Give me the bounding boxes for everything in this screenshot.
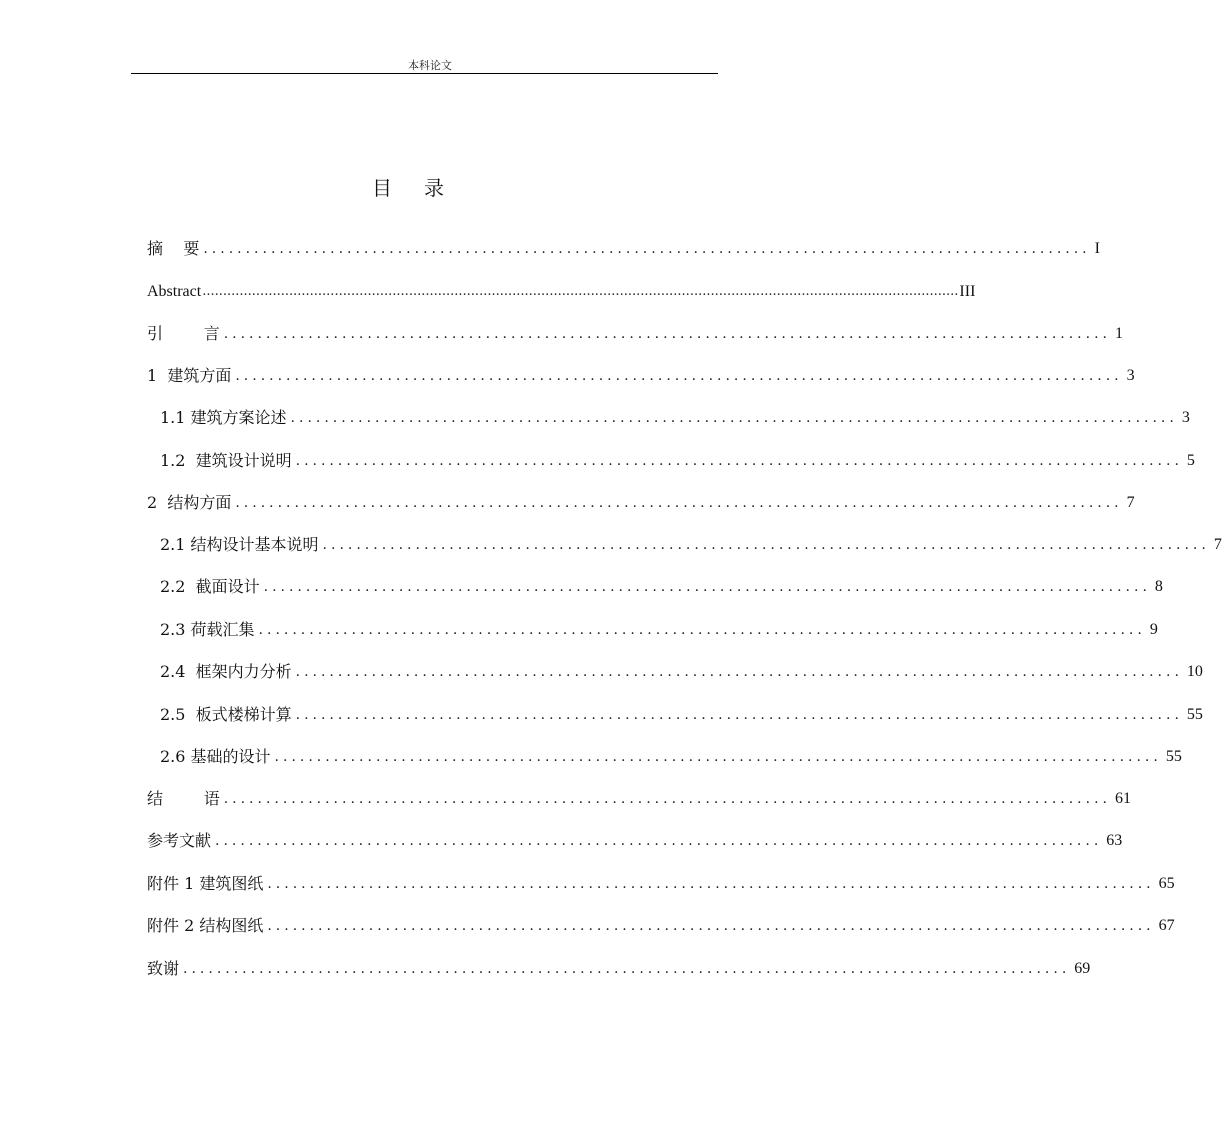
toc-entry-page: 55 [1186,706,1203,723]
toc-entry-references[interactable] [147,828,1123,854]
toc-entry-label: 2.4 框架内力分析 [160,662,292,681]
toc-entry-page: III [959,283,976,300]
toc-entry-page: 8 [1154,578,1163,595]
toc-entry-page: 3 [1126,367,1135,384]
toc-leader: ......................................................................................................... [183,961,1071,977]
toc-entry-page: 7 [1126,494,1135,511]
toc-entry-label: 引 言 [147,324,220,343]
toc-entry-label: 1.2 建筑设计说明 [160,451,292,470]
toc-entry-label: 2.6 基础的设计 [160,747,271,766]
toc-leader: ......................................................................................................... [295,664,1183,680]
toc-leader: ......................................................................................................... [267,876,1155,892]
toc-entry-section-2-4[interactable] [160,659,1203,685]
toc-entry-label: 2.1 结构设计基本说明 [160,535,319,554]
toc-leader: ......................................................................................................... [235,368,1123,384]
header-rule [131,73,718,74]
toc-leader: ......................................................................................................... [258,622,1146,638]
toc-entry-page: 63 [1106,832,1123,849]
toc-entry-label: 致谢 [147,959,180,978]
header-title: 本科论文 [408,59,452,72]
toc-entry-page: 61 [1114,790,1131,807]
toc-entry-page: 10 [1186,663,1203,680]
toc-entry-label: 1 建筑方面 [147,366,232,385]
toc-entry-section-2-2[interactable] [160,574,1163,600]
toc-entry-page: 55 [1165,748,1182,765]
toc-entry-introduction[interactable] [147,321,1123,347]
toc-entry-label: 2.2 截面设计 [160,577,260,596]
toc-entry-label: 结 语 [147,789,220,808]
toc-title: 目录 [372,176,476,200]
toc-leader: ......................................................................................................... [295,453,1183,469]
toc-entry-label: 附件 1 建筑图纸 [147,874,264,893]
toc-leader: ....................................................................................................................................................................................... [202,284,959,299]
toc-entry-label: 1.1 建筑方案论述 [160,408,287,427]
toc-entry-chapter-2[interactable] [147,490,1135,516]
toc-leader: ......................................................................................................... [235,495,1123,511]
toc-entry-label: 2.5 板式楼梯计算 [160,705,292,724]
toc-entry-page: 9 [1149,621,1158,638]
toc-entry-section-2-6[interactable] [160,744,1182,770]
toc-entry-page: 1 [1114,325,1123,342]
toc-leader: ......................................................................................................... [274,749,1162,765]
toc-leader: ......................................................................................................... [267,918,1155,934]
toc-entry-page: 67 [1158,917,1175,934]
toc-entry-abstract-cn[interactable] [147,236,1100,262]
toc-leader: ......................................................................................................... [215,833,1103,849]
toc-entry-chapter-1[interactable] [147,363,1135,389]
toc-entry-label: 2 结构方面 [147,493,232,512]
toc-entry-label: 摘 要 [147,239,200,258]
toc-entry-appendix-1[interactable] [147,871,1175,897]
toc-entry-label: 附件 2 结构图纸 [147,916,264,935]
toc-leader: ......................................................................................................... [223,326,1111,342]
toc-leader: ......................................................................................................... [290,410,1178,426]
toc-leader: ......................................................................................................... [223,791,1111,807]
toc-leader: ......................................................................................................... [263,579,1151,595]
toc-entry-section-2-3[interactable] [160,617,1158,643]
toc-entry-label: Abstract [147,283,202,300]
toc-entry-section-1-1[interactable] [160,405,1190,431]
toc-entry-label: 2.3 荷载汇集 [160,620,255,639]
toc-entry-acknowledgements[interactable] [147,956,1091,982]
toc-leader: ......................................................................................................... [203,241,1091,257]
toc-entry-section-2-1[interactable] [160,532,1222,558]
toc-entry-page: I [1094,240,1100,257]
toc-entry-page: 3 [1181,409,1190,426]
toc-entry-page: 65 [1158,875,1175,892]
toc-entry-page: 69 [1074,960,1091,977]
toc-entry-page: 5 [1186,452,1195,469]
toc-entry-abstract-en[interactable] [147,279,976,305]
toc-entry-section-2-5[interactable] [160,702,1203,728]
toc-entry-label: 参考文献 [147,831,212,850]
toc-entry-section-1-2[interactable] [160,448,1195,474]
toc-leader: ......................................................................................................... [322,537,1210,553]
toc-entry-page: 7 [1213,536,1222,553]
toc-entry-conclusion[interactable] [147,786,1131,812]
toc-entry-appendix-2[interactable] [147,913,1175,939]
toc-leader: ......................................................................................................... [295,707,1183,723]
